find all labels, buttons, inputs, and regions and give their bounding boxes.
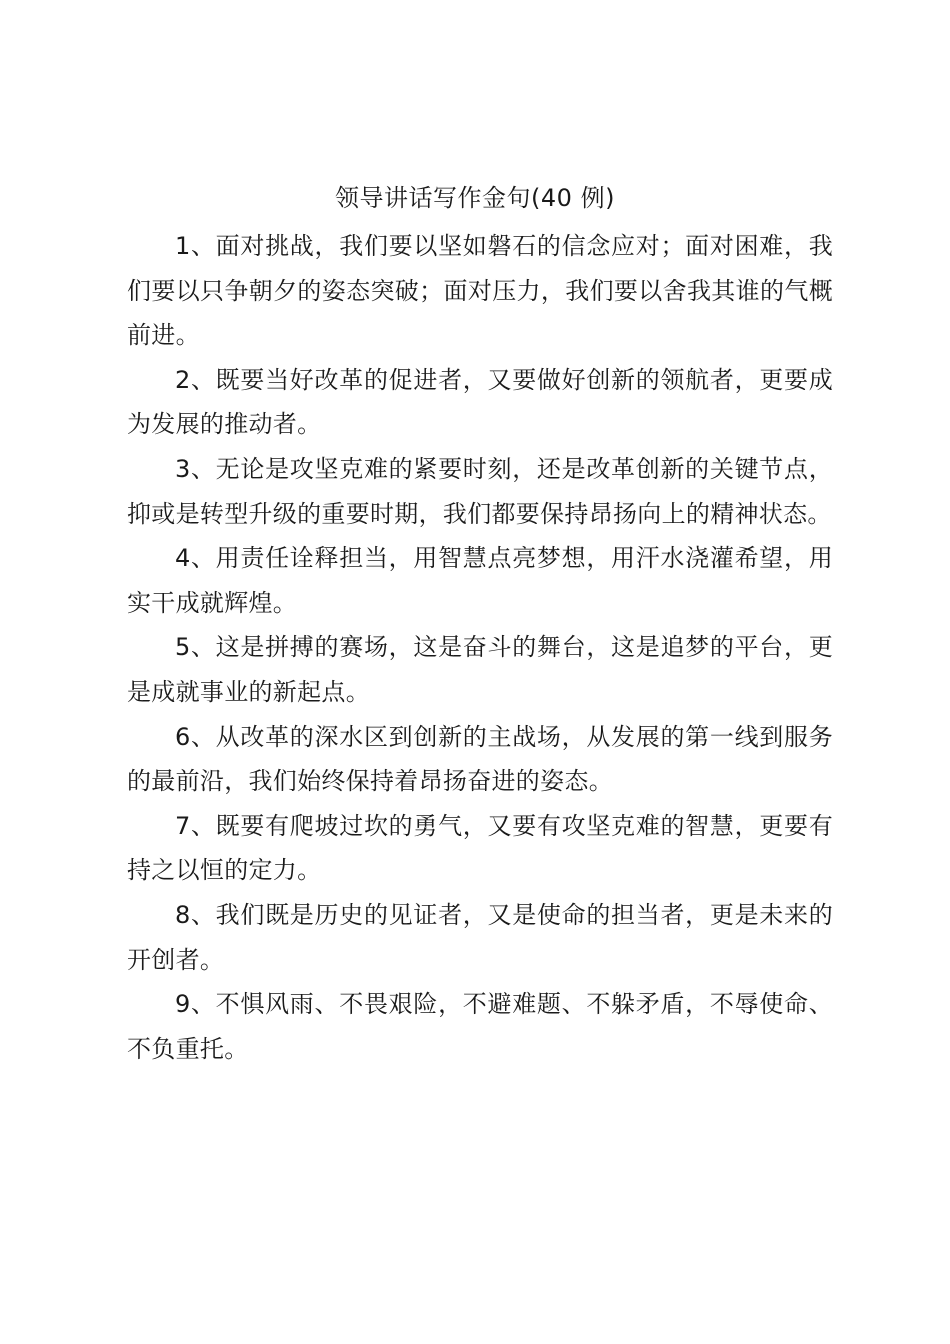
document-title: 领导讲话写作金句(40 例) (335, 184, 615, 212)
paragraph-8: 8、我们既是历史的见证者，又是使命的担当者，更是未来的开创者。 (127, 900, 833, 974)
paragraph-9: 9、不惧风雨、不畏艰险，不避难题、不躲矛盾，不辱使命、不负重托。 (127, 990, 833, 1063)
document-body (127, 224, 833, 1071)
paragraph-1: 1、面对挑战，我们要以坚如磐石的信念应对；面对困难，我们要以只争朝夕的姿态突破；面对压力，我们要以舍我其谁的气概前进。 (127, 232, 833, 350)
paragraph-2: 2、既要当好改革的促进者，又要做好创新的领航者，更要成为发展的推动者。 (127, 365, 833, 439)
paragraph-5: 5、这是拼搏的赛场，这是奋斗的舞台，这是追梦的平台，更是成就事业的新起点。 (127, 633, 833, 706)
paragraph-4: 4、用责任诠释担当，用智慧点亮梦想，用汗水浇灌希望，用实干成就辉煌。 (127, 544, 833, 617)
paragraph-6: 6、从改革的深水区到创新的主战场，从发展的第一线到服务的最前沿，我们始终保持着昂扬奋进的姿态。 (127, 722, 833, 796)
paragraph-7: 7、既要有爬坡过坎的勇气，又要有攻坚克难的智慧，更要有持之以恒的定力。 (127, 811, 833, 885)
paragraph-3: 3、无论是攻坚克难的紧要时刻，还是改革创新的关键节点，抑或是转型升级的重要时期，我们都要保持昂扬向上的精神状态。 (127, 454, 833, 528)
